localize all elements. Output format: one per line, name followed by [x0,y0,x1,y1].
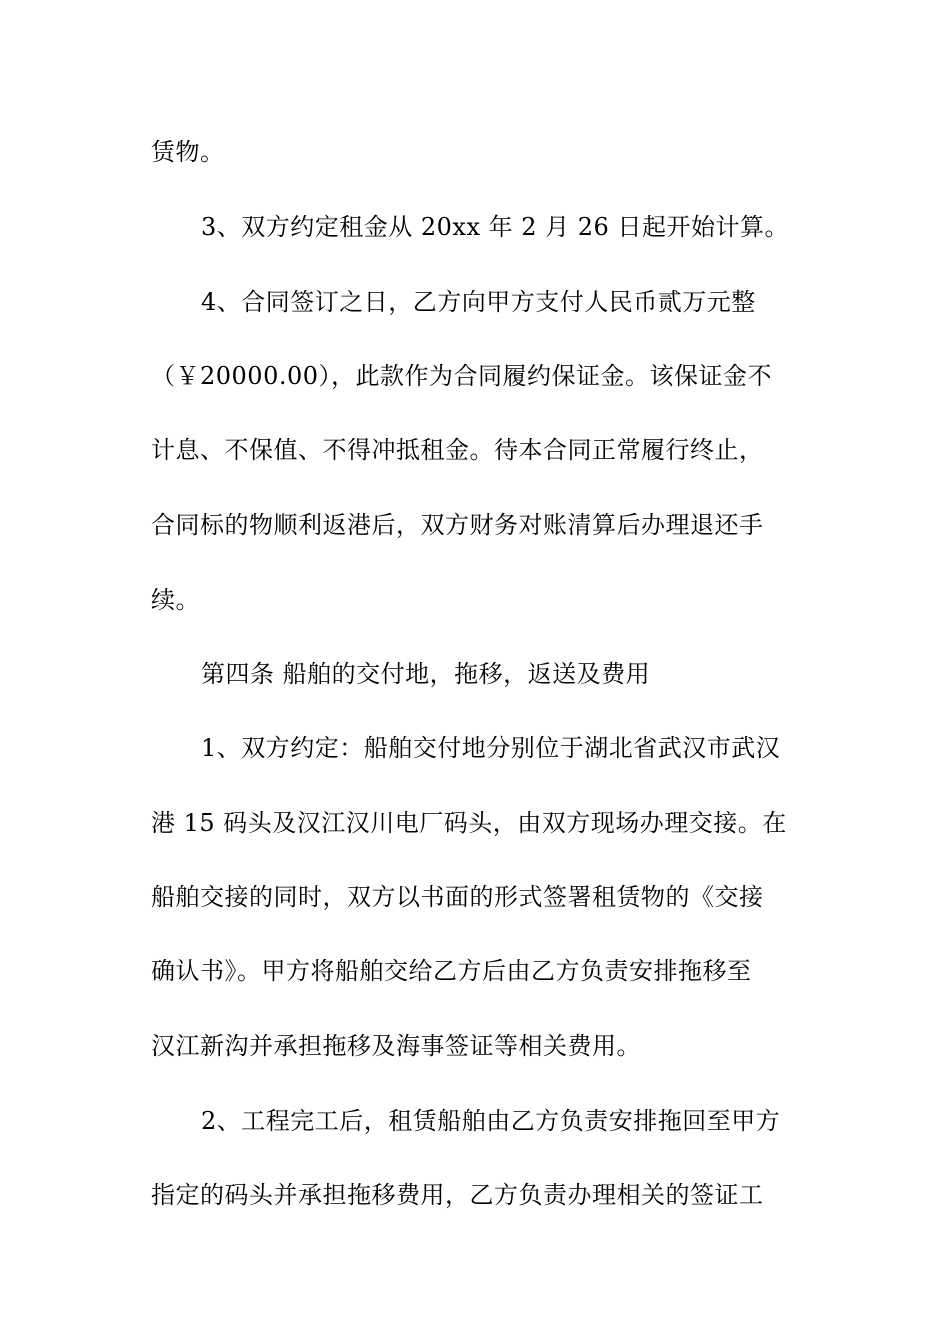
text-line: 指定的码头并承担拖移费用，乙方负责办理相关的签证工 [151,1181,764,1209]
text-line: 船舶交接的同时，双方以书面的形式签署租赁物的《交接 [151,883,764,911]
text-line: 汉江新沟并承担拖移及海事签证等相关费用。 [151,1032,641,1060]
text-line: 确认书》。甲方将船舶交给乙方后由乙方负责安排拖移至 [151,957,752,985]
text-line: 续。 [151,586,200,614]
text-line: 计息、不保值、不得冲抵租金。待本合同正常履行终止， [151,436,764,464]
text-line: 赁物。 [151,138,225,166]
text-line: 4、合同签订之日，乙方向甲方支付人民币贰万元整 [201,288,756,316]
text-line: 1、双方约定：船舶交付地分别位于湖北省武汉市武汉 [201,734,781,762]
section-heading: 第四条 船舶的交付地，拖移，返送及费用 [201,660,651,688]
text-line: 3、双方约定租金从 20xx 年 2 月 26 日起开始计算。 [201,213,789,241]
text-line: 港 15 码头及汉江汉川电厂码头，由双方现场办理交接。在 [151,809,787,837]
text-line: （￥20000.00），此款作为合同履约保证金。该保证金不 [151,362,773,390]
text-line: 2、工程完工后，租赁船舶由乙方负责安排拖回至甲方 [201,1107,781,1135]
text-line: 合同标的物顺利返港后，双方财务对账清算后办理退还手 [151,511,764,539]
